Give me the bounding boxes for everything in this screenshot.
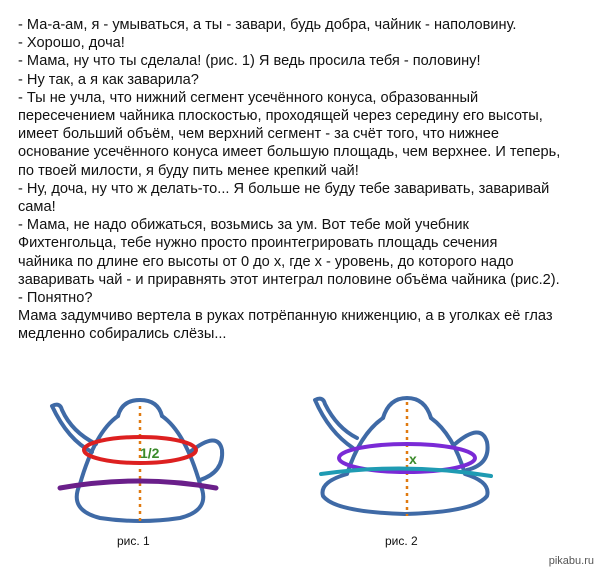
water-level-line [60, 481, 216, 488]
x-mark: x [409, 451, 417, 467]
dialogue-line: - Ну так, а я как заварила? [18, 71, 199, 88]
dialogue-line: Фихтенгольца, тебе нужно просто проинтегрировать площадь сечения [18, 235, 498, 252]
dialogue-line: - Ты не учла, что нижний сегмент усечённого конуса, образованный [18, 89, 479, 106]
figure-2-caption: рис. 2 [385, 534, 418, 548]
teapot-lid [383, 398, 431, 418]
watermark: pikabu.ru [548, 555, 594, 567]
dialogue-line: пересечением чайника плоскостью, проходящей через середину его высоты, [18, 108, 543, 125]
dialogue-line: - Мама, ну что ты сделала! (рис. 1) Я ведь просила тебя - половину! [18, 53, 481, 70]
dialogue-line: заваривать чай - и приравнять этот интеграл половине объёма чайника (рис.2). [18, 271, 560, 288]
half-mark: 1/2 [140, 445, 160, 461]
dialogue-text [18, 16, 593, 344]
teapot-figure-2 [305, 392, 505, 532]
dialogue-line: имеет больший объём, чем верхний сегмент - за счёт того, что нижнее [18, 126, 500, 143]
dialogue-line: - Хорошо, доча! [18, 35, 125, 52]
figure-1-caption: рис. 1 [117, 534, 150, 548]
dialogue-line: Мама задумчиво вертела в руках потрёпанную книженцию, а в уголках её глаз [18, 308, 553, 325]
dialogue-line: сама! [18, 199, 56, 216]
dialogue-line: - Понятно? [18, 290, 93, 307]
dialogue-line: - Ну, доча, ну что ж делать-то... Я больше не буду тебе заваривать, заваривай [18, 180, 550, 197]
dialogue-line: чайника по длине его высоты от 0 до x, где x - уровень, до которого надо [18, 253, 514, 270]
dialogue-line: - Ма-а-ам, я - умываться, а ты - завари, будь добра, чайник - наполовину. [18, 17, 517, 33]
teapot-spout [315, 399, 357, 448]
dialogue-line: - Мама, не надо обижаться, возьмись за ум. Вот тебе мой учебник [18, 217, 469, 234]
teapot-figure-1 [40, 392, 240, 532]
dialogue-line: медленно собирались слёзы... [18, 326, 227, 343]
dialogue-line: основание усечённого конуса имеет большую площадь, чем верхнее. И теперь, [18, 144, 561, 161]
dialogue-line: по твоей милости, я буду пить менее крепкий чай! [18, 162, 359, 179]
